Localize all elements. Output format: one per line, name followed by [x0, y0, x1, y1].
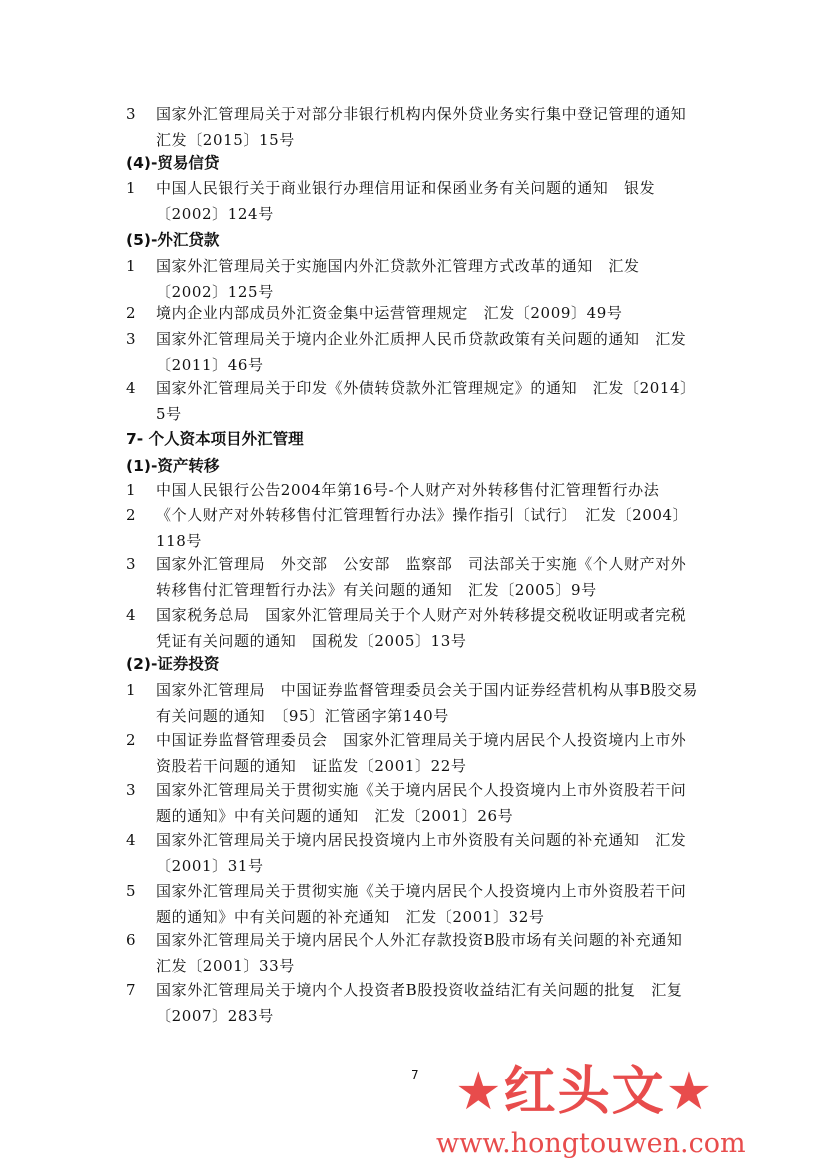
section-heading: (4)-贸易信贷: [126, 154, 220, 172]
item-number: 7: [126, 981, 136, 999]
item-text: 国家外汇管理局关于对部分非银行机构内保外贷业务实行集中登记管理的通知 汇发〔2015〕15号: [156, 105, 718, 149]
item-text: 国家外汇管理局关于实施国内外汇贷款外汇管理方式改革的通知 汇发〔2002〕125号: [156, 257, 640, 301]
item-text: 国家外汇管理局关于境内居民个人外汇存款投资B股市场有关问题的补充通知 汇发〔2001〕33号: [156, 931, 699, 975]
item-number: 3: [126, 781, 136, 799]
section-heading: (2)-证券投资: [126, 655, 220, 673]
item-number: 2: [126, 304, 136, 322]
item-number: 4: [126, 379, 136, 397]
item-number: 6: [126, 931, 136, 949]
section-heading: (5)-外汇贷款: [126, 231, 220, 249]
watermark-title: ★红头文★: [455, 1062, 715, 1122]
item-number: 4: [126, 606, 136, 624]
item-text: 《个人财产对外转移售付汇管理暂行办法》操作指引〔试行〕 汇发〔2004〕118号: [156, 506, 689, 550]
item-text: 国家外汇管理局关于境内企业外汇质押人民币贷款政策有关问题的通知 汇发〔2011〕46号: [156, 330, 687, 374]
item-text: 国家外汇管理局 中国证券监督管理委员会关于国内证券经营机构从事B股交易有关问题的通知 〔95〕汇管函字第140号: [156, 681, 699, 725]
chapter-heading: 7- 个人资本项目外汇管理: [126, 430, 304, 448]
item-number: 5: [126, 882, 136, 900]
item-number: 3: [126, 330, 136, 348]
item-number: 4: [126, 831, 136, 849]
item-number: 2: [126, 506, 136, 524]
item-text: 国家税务总局 国家外汇管理局关于个人财产对外转移提交税收证明或者完税凭证有关问题的通知 国税发〔2005〕13号: [156, 606, 687, 650]
page-number: 7: [411, 1068, 419, 1082]
item-text: 国家外汇管理局关于境内居民投资境内上市外资股有关问题的补充通知 汇发〔2001〕31号: [156, 831, 687, 875]
item-number: 3: [126, 555, 136, 573]
item-text: 中国证券监督管理委员会 国家外汇管理局关于境内居民个人投资境内上市外资股若干问题的通知 证监发〔2001〕22号: [156, 731, 687, 775]
item-number: 1: [126, 257, 136, 275]
section-heading: (1)-资产转移: [126, 457, 220, 475]
item-text: 中国人民银行关于商业银行办理信用证和保函业务有关问题的通知 银发〔2002〕124号: [156, 179, 656, 223]
item-text: 中国人民银行公告2004年第16号-个人财产对外转移售付汇管理暂行办法: [156, 481, 660, 499]
item-number: 3: [126, 105, 136, 123]
item-number: 1: [126, 179, 136, 197]
item-text: 国家外汇管理局关于贯彻实施《关于境内居民个人投资境内上市外资股若干问题的通知》中有关问题的通知 汇发〔2001〕26号: [156, 781, 687, 825]
item-number: 1: [126, 681, 136, 699]
item-text: 境内企业内部成员外汇资金集中运营管理规定 汇发〔2009〕49号: [156, 304, 623, 322]
item-number: 1: [126, 481, 136, 499]
item-text: 国家外汇管理局 外交部 公安部 监察部 司法部关于实施《个人财产对外转移售付汇管理暂行办法》有关问题的通知 汇发〔2005〕9号: [156, 555, 687, 599]
item-number: 2: [126, 731, 136, 749]
watermark-url: www.hongtouwen.com: [436, 1128, 746, 1159]
item-text: 国家外汇管理局关于印发《外债转贷款外汇管理规定》的通知 汇发〔2014〕5号: [156, 379, 696, 423]
item-text: 国家外汇管理局关于境内个人投资者B股投资收益结汇有关问题的批复 汇复〔2007〕283号: [156, 981, 683, 1025]
item-text: 国家外汇管理局关于贯彻实施《关于境内居民个人投资境内上市外资股若干问题的通知》中有关问题的补充通知 汇发〔2001〕32号: [156, 882, 687, 926]
